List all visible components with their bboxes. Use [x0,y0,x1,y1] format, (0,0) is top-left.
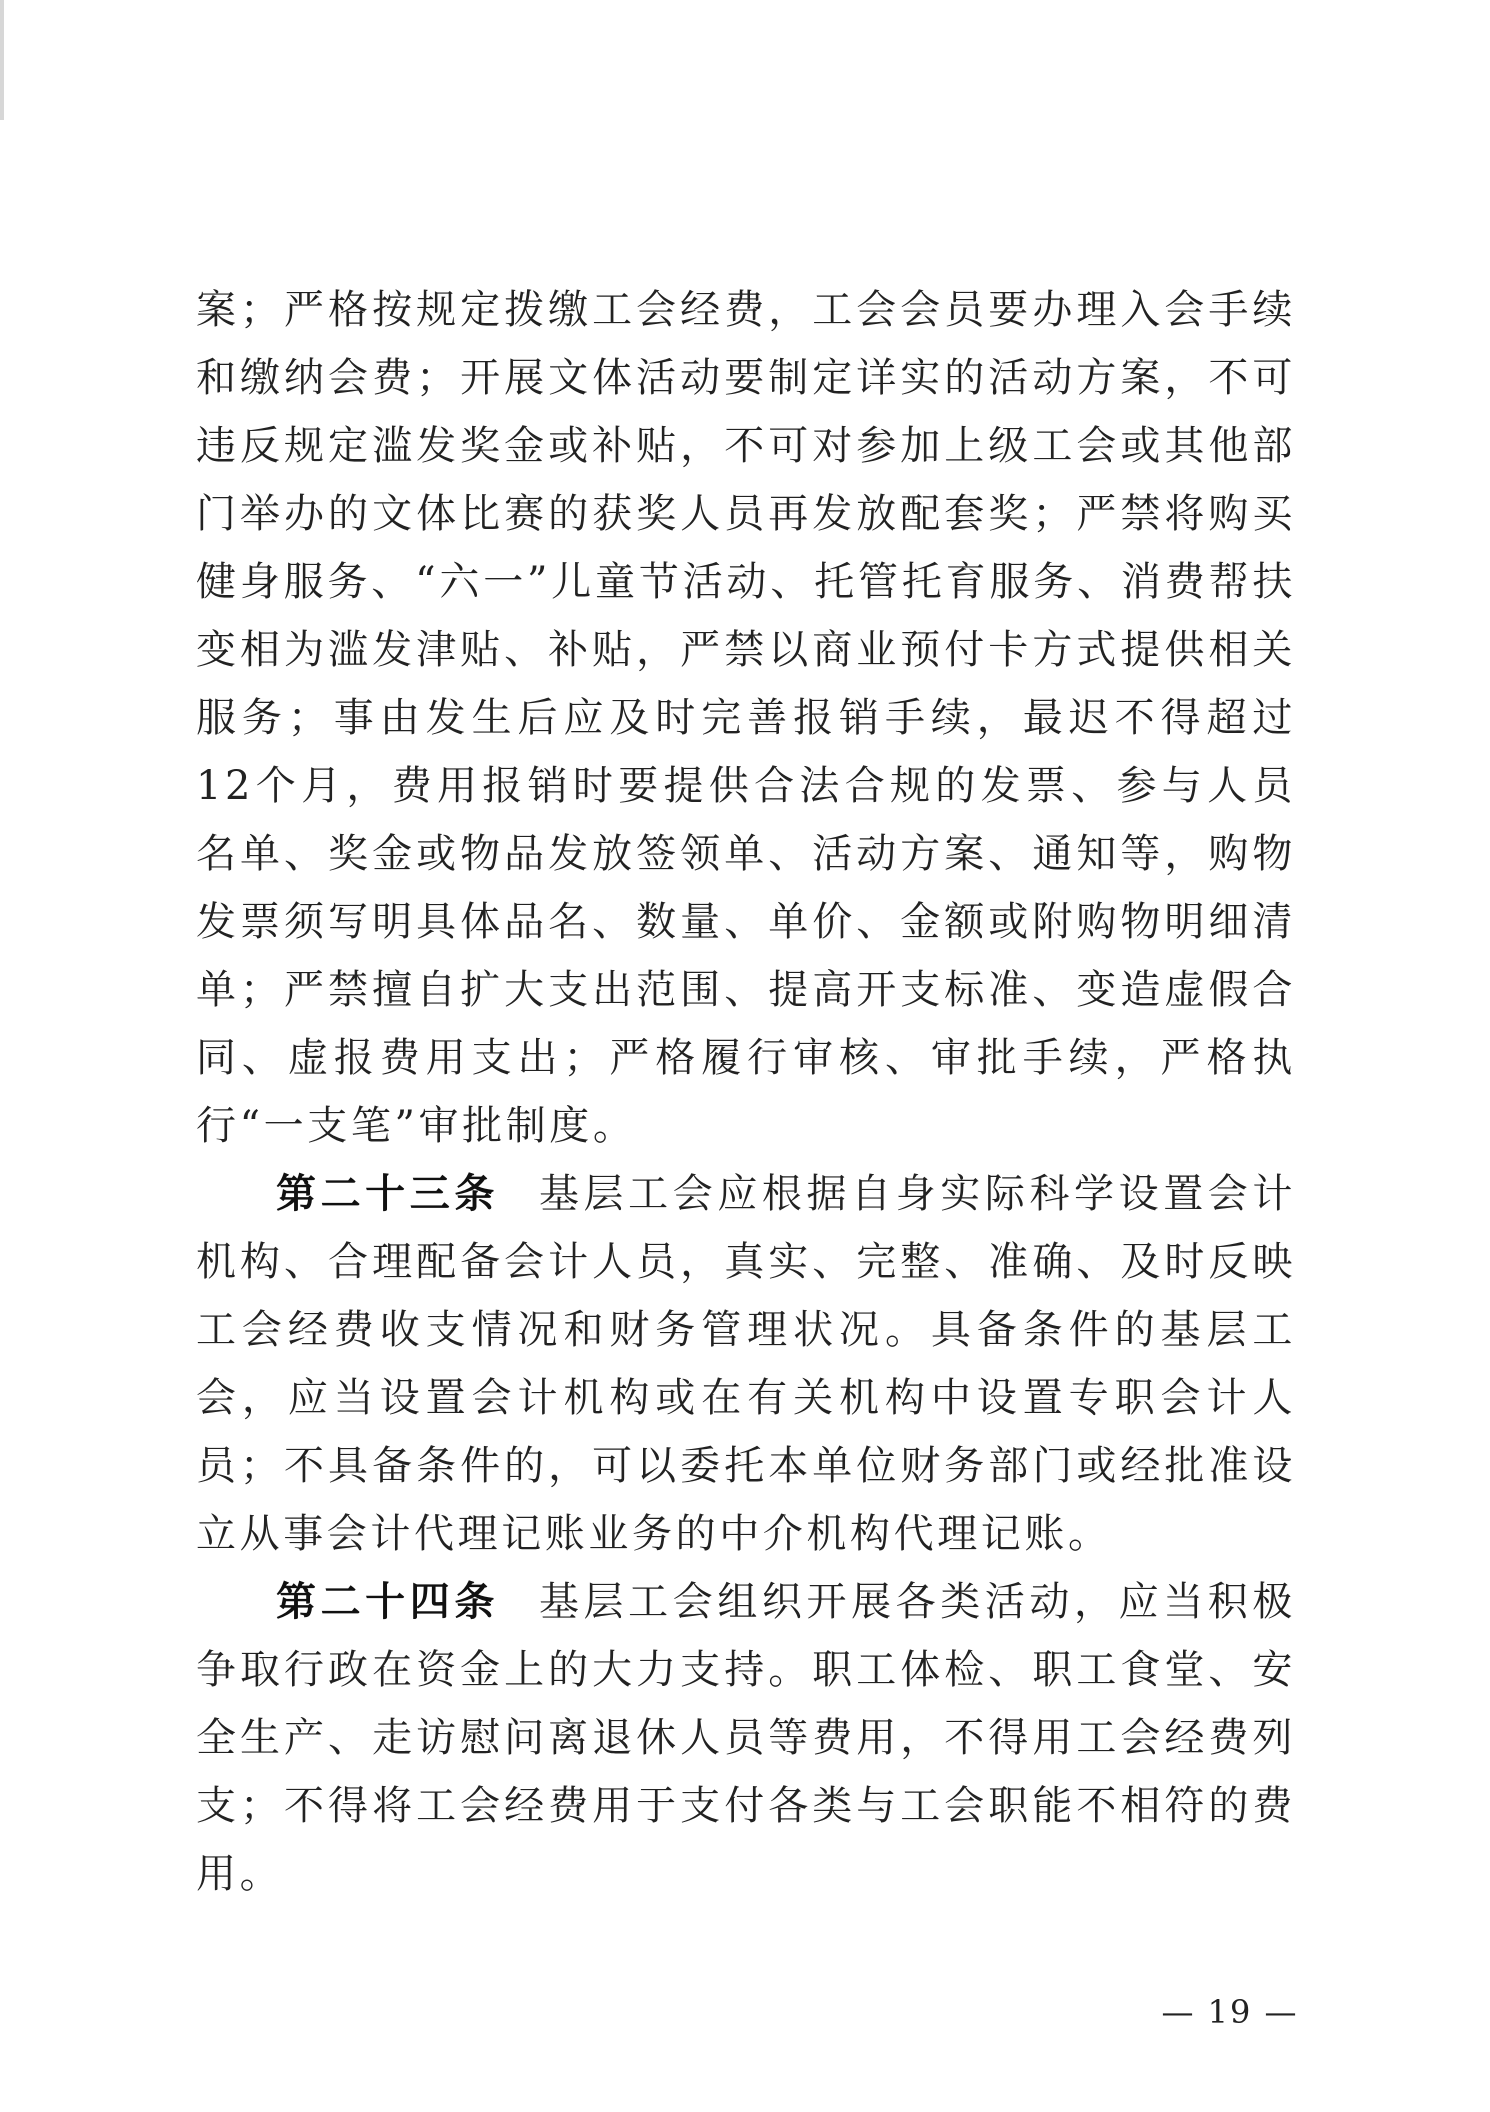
article-23 [196,1160,1296,1568]
article-number: 第二十三条 [276,1171,499,1217]
article-number: 第二十四条 [276,1579,499,1625]
paragraph-continuation [196,276,1296,1160]
document-body [196,276,1296,1908]
article-text: 基层工会组织开展各类活动，应当积极争取行政在资金上的大力支持。职工体检、职工食堂、安全生产、走访慰问离退休人员等费用，不得用工会经费列支；不得将工会经费用于支付各类与工会职能不相符的费用。 [196,1579,1296,1897]
page-number: — 19 — [1161,1993,1299,2031]
article-24 [196,1568,1296,1908]
scan-edge-shadow [0,0,4,120]
article-text: 基层工会应根据自身实际科学设置会计机构、合理配备会计人员，真实、完整、准确、及时反映工会经费收支情况和财务管理状况。具备条件的基层工会，应当设置会计机构或在有关机构中设置专职会计人员；不具备条件的，可以委托本单位财务部门或经批准设立从事会计代理记账业务的中介机构代理记账。 [196,1171,1296,1557]
paragraph-text: 案；严格按规定拨缴工会经费，工会会员要办理入会手续和缴纳会费；开展文体活动要制定详实的活动方案，不可违反规定滥发奖金或补贴，不可对参加上级工会或其他部门举办的文体比赛的获奖人员再发放配套奖；严禁将购买健身服务、“六一”儿童节活动、托管托育服务、消费帮扶变相为滥发津贴、补贴，严禁以商业预付卡方式提供相关服务；事由发生后应及时完善报销手续，最迟不得超过12个月，费用报销时要提供合法合规的发票、参与人员名单、奖金或物品发放签领单、活动方案、通知等，购物发票须写明具体品名、数量、单价、金额或附购物明细清单；严禁擅自扩大支出范围、提高开支标准、变造虚假合同、虚报费用支出；严格履行审核、审批手续，严格执行“一支笔”审批制度。 [196,287,1296,1149]
